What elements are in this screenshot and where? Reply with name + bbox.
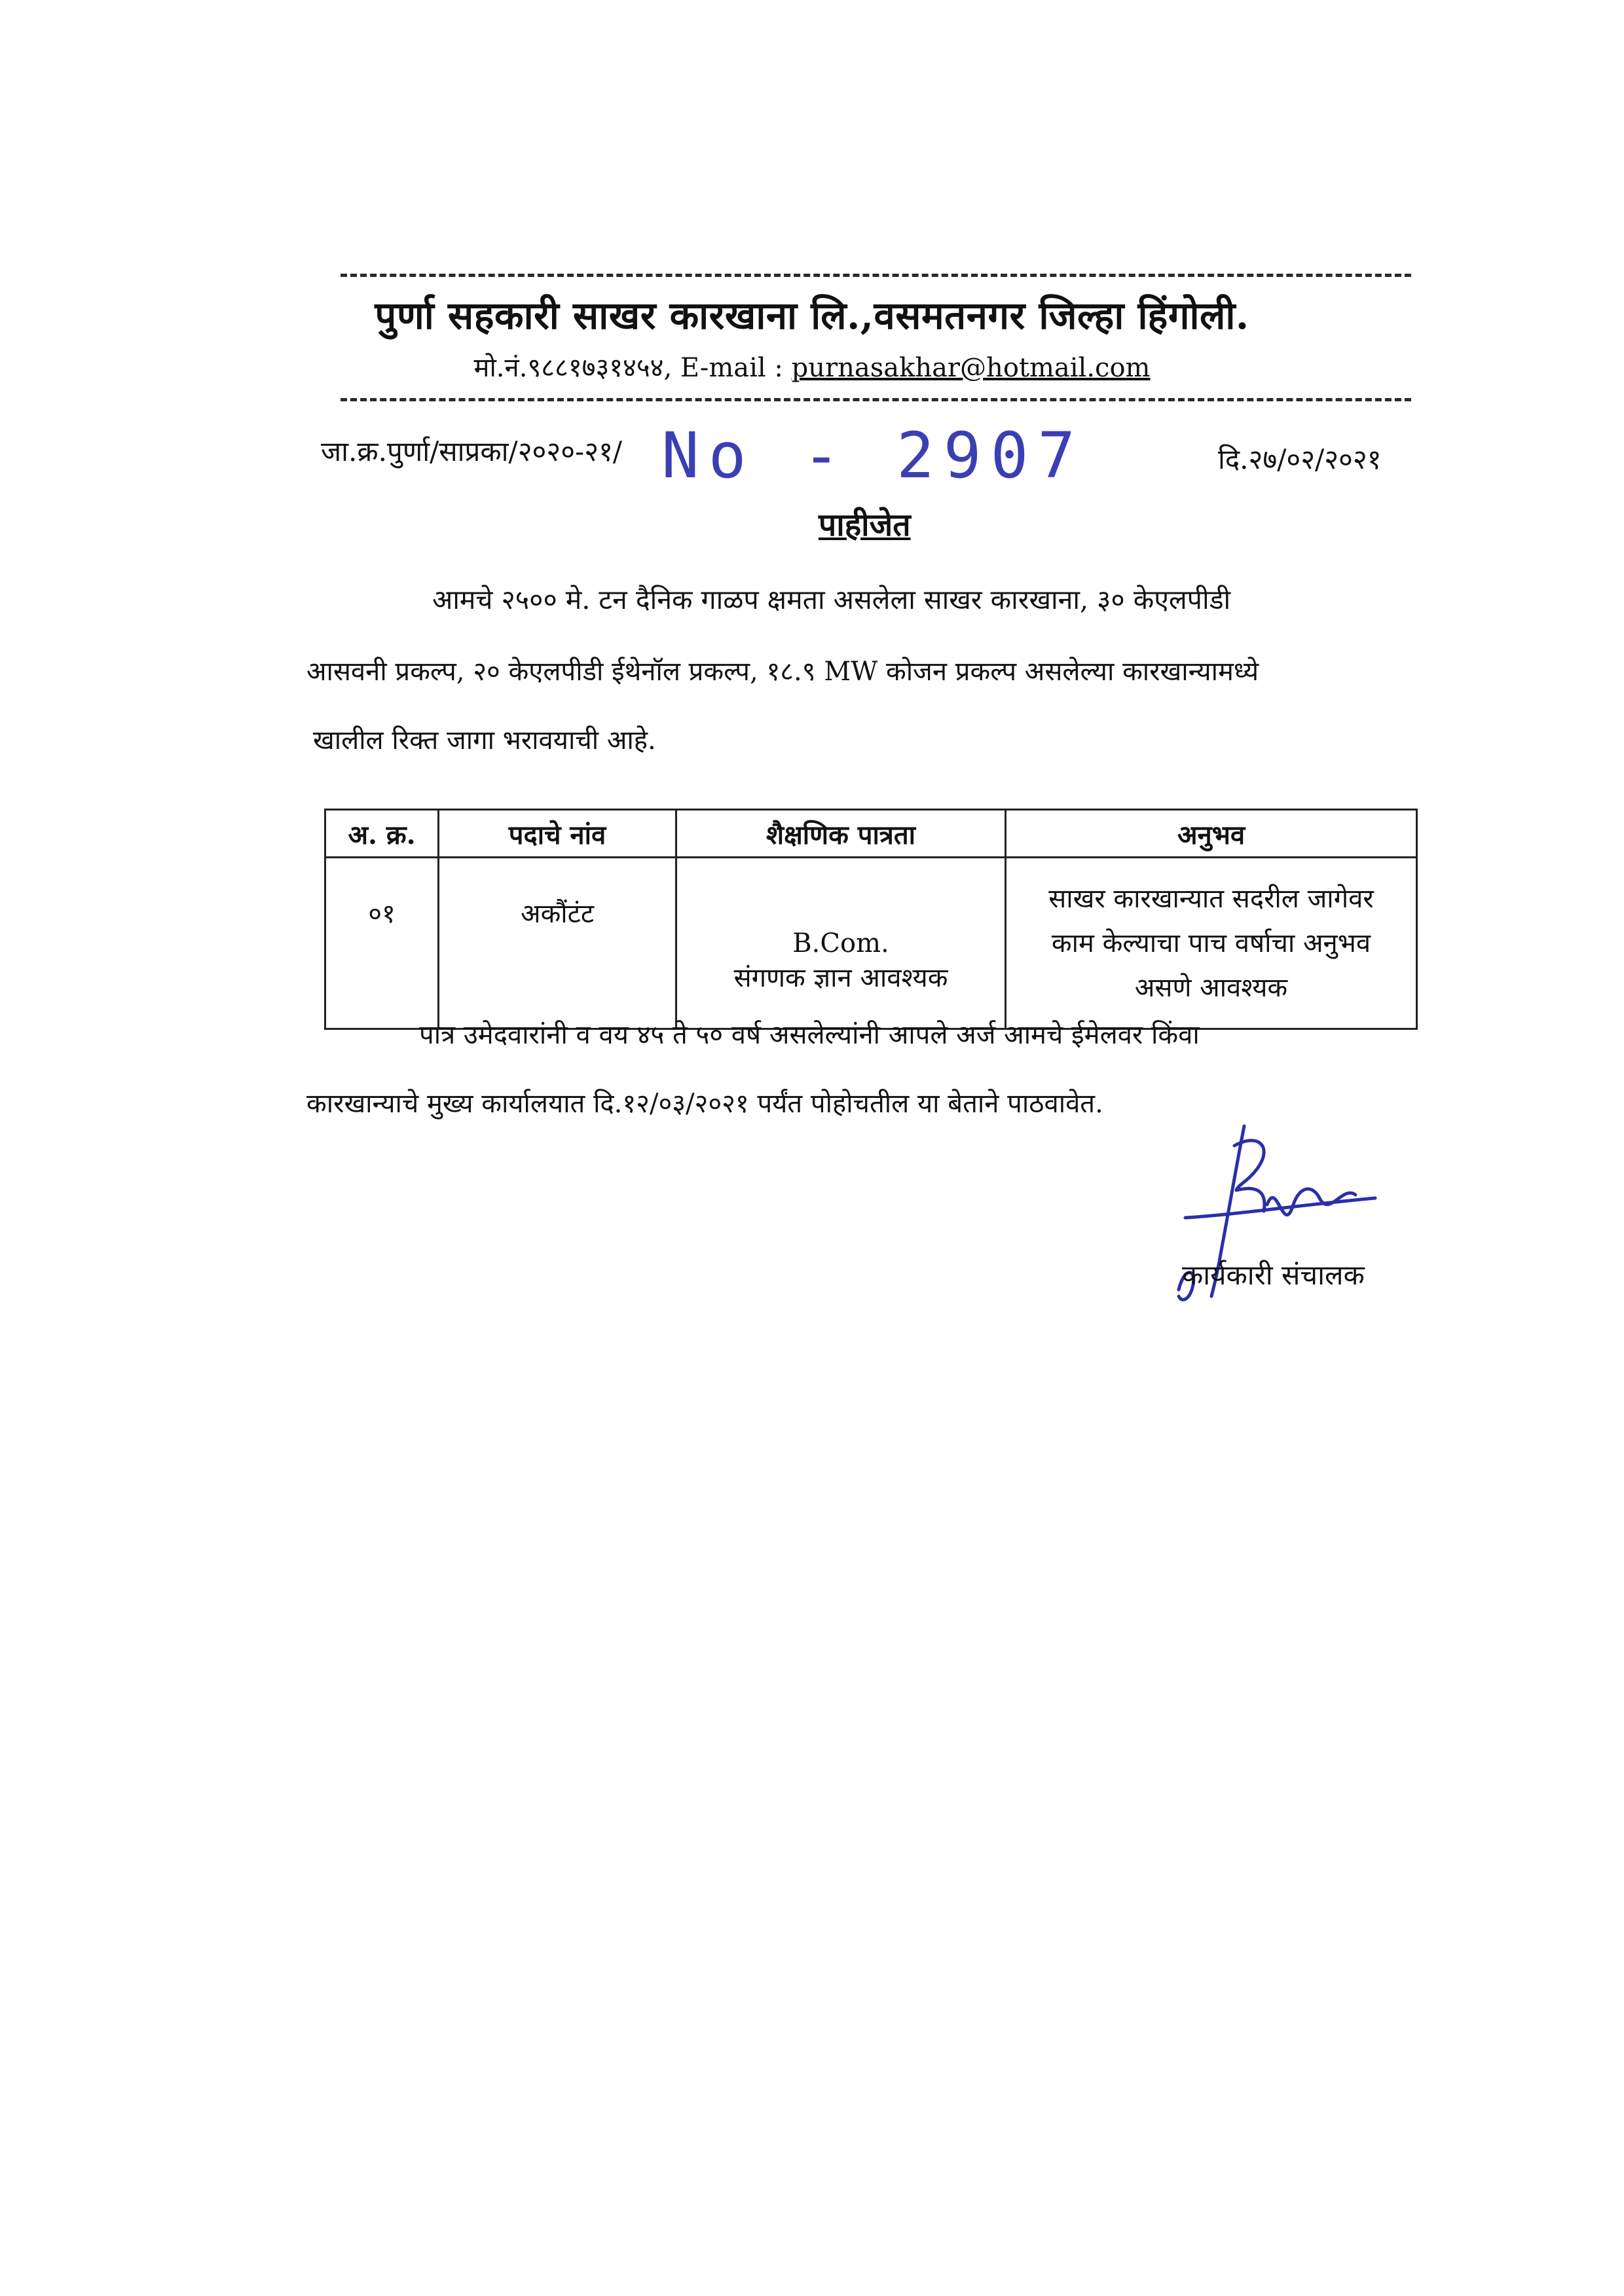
table-row	[325, 858, 1417, 1029]
cell-qualification	[676, 858, 1006, 1029]
reference-stamp: No - 2907	[661, 419, 1085, 492]
qualification-note: संगणक ज्ञान आवश्यक	[733, 963, 948, 993]
cell-experience	[1006, 858, 1417, 1029]
intro-line-1: आमचे २५०० मे. टन दैनिक गाळप क्षमता असलेला साखर कारखाना, ३० केएलपीडी	[432, 584, 1231, 615]
experience-line-1: साखर कारखान्यात सदरील जागेवर	[1048, 883, 1374, 914]
intro-line-3: खालील रिक्त जागा भरावयाची आहे.	[313, 725, 656, 756]
header-post: पदाचे नांव	[439, 810, 676, 858]
experience-line-3: असणे आवश्यक	[1134, 972, 1288, 1003]
letter-date: दि.२७/०२/२०२१	[1218, 443, 1382, 475]
qualification-degree: B.Com.	[792, 928, 889, 958]
contact-email: purnasakhar@hotmail.com	[791, 353, 1151, 383]
organization-title: पुर्णा सहकारी साखर कारखाना लि.,वसमतनगर जिल्हा हिंगोली.	[375, 293, 1249, 338]
signatory-designation: कार्यकारी संचालक	[1182, 1259, 1365, 1291]
cell-serial: ०१	[325, 858, 439, 1029]
contact-phone: मो.नं.९८८१७३१४५४, E-mail :	[473, 353, 792, 383]
contact-line	[0, 348, 1624, 384]
table-header-row	[325, 810, 1417, 858]
letterhead-bottom-rule	[341, 398, 1411, 401]
notice-heading: पाहीजेत	[819, 507, 911, 543]
closing-line-2: कारखान्याचे मुख्य कार्यालयात दि.१२/०३/२०२१ पर्यंत पोहोचतील या बेताने पाठवावेत.	[306, 1089, 1103, 1119]
experience-line-2: काम केल्याचा पाच वर्षाचा अनुभव	[1051, 928, 1371, 958]
header-qualification: शैक्षणिक पात्रता	[676, 810, 1006, 858]
header-serial: अ. क्र.	[325, 810, 439, 858]
vacancy-table	[324, 809, 1418, 1030]
header-experience: अनुभव	[1006, 810, 1417, 858]
intro-line-2: आसवनी प्रकल्प, २० केएलपीडी ईथेनॉल प्रकल्प, १८.९ MW कोजन प्रकल्प असलेल्या कारखान्यामध्ये	[306, 657, 1259, 687]
letterhead-top-rule	[341, 274, 1411, 277]
reference-number: जा.क्र.पुर्णा/साप्रका/२०२०-२१/	[321, 435, 623, 467]
cell-post: अकौंटंट	[439, 858, 676, 1029]
closing-line-1: पात्र उमेदवारांनी व वय ४५ ते ५० वर्ष असलेल्यांनी आपले अर्ज आमचे ईमेलवर किंवा	[419, 1020, 1200, 1050]
